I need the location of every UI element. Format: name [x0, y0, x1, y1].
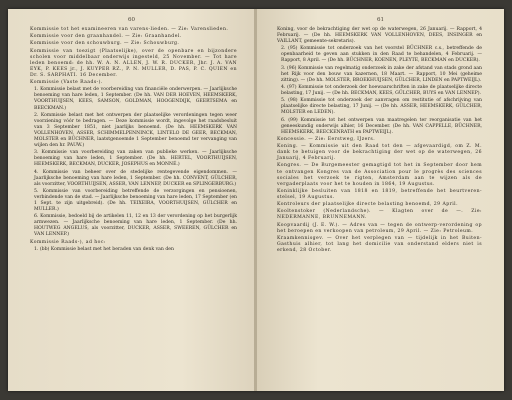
index-entry: 2. Kommissie belast met het ontwerpen der plaatselijke verordeningen tegen weer voorziening vóór te bedragen. — Deze kommissie wordt, ingevolge het raadsbesluit van 3 September 1851, niet jaarlijks benoemd. (De hh. HEEMSKERK VAN VOLLENHOVEN, ASSER, SCHIMMELPENNINCK, LINTELO DE GEER, BECKMAN, MOLSTER en BÜCHNER, laatstgenoemde 1 September benoemd ter vervanging van wijlen den hr. PAUW.) — [34, 112, 237, 148]
index-entry: Kooltenstoker (Nederlandsche). — Klagten over de —. Zie: NEDERMANNE, BRUNNEMANN. — [277, 209, 482, 221]
index-entry: Kommissie Raads-), ad hoc: — [30, 239, 106, 245]
index-entry: 3. (96) Kommissie van regelmatig onderzoek in zake der afstand van stads grond aan het Rijk voor den bouw van kazernen, 18 Maart. — Rapport, 10 Mei (geheime zitting). — (De hh. MOLSTER, BROEKHUIJSEN, GÜLCHER, LINDEN en PAPTWEIJL). — [281, 65, 482, 83]
right-page-content — [277, 27, 482, 383]
index-entry: Koninklijke besluiten van 1818 en 1819, betreffende het beurtveren-stelsel, 19 Augustus. — [277, 188, 482, 200]
index-entry: 4. Kommissie van beheer over de stedelijke rentegevende eigendommen. — Jaarlijksche benoeming van hare leden, 1 September. (De hh. CONVENT, GÜLCHER, als voorzitter, VOORTHUIJSEN, ASSER, VAN LENNEP, DUCKER en SPLINGERBURG.) — [34, 169, 237, 187]
index-entry: 6. Kommissie, bedoeld bij de artikelen 11, 12 en 13 der verordening op het burgerlijk armwezen. — Jaarlijksche benoeming van hare leden, 1 September. (De hh. HOUTWEG ANGELUS, als voorzitter, DUCKER, ASSER, SWEEREN, GÜLCHER en VAN LENNEP.) — [34, 214, 237, 238]
index-entry: Koning, voor de bekrachtiging der wet op de waterwegen, 26 Januarij. — Rapport, 4 Februarij. — (De hh. HEEMSKERK VAN VOLLENHOVEN, DEES, INSINGER en VAILLANT, gemeente-sekretaris). — [277, 27, 482, 45]
index-entry: Kontroleurs der plaatselijke directe belasting benoemd, 29 April. — [277, 202, 458, 208]
left-page-number: 60 — [128, 17, 135, 23]
index-entry: Kommissie voor den graanhandel. — Zie: Graanhandel. — [30, 34, 182, 40]
left-page — [8, 9, 255, 391]
book-spread — [8, 9, 504, 391]
index-entry: 2. (95) Kommissie tot onderzoek van het voorstel BÜCHNER c.s., betreffende de openbaarheid te geven aan stukken in den Raad te behandelen, 4 Februarij. — Rapport, 8 April. — (De hh. BÜCHNER, KOENEN, PLEYTE, BECKMAN en DUCKER). — [281, 46, 482, 64]
index-entry: Kraamkennisgev. — Over het verplegen van — tijdelijk in het Buiten-Gasthuis alhier, tot lang het domicilie van onderstand elders niet is erkend, 28 October. — [277, 235, 482, 254]
index-entry: 1. (bb) Kommissie belast met het beraden van denk van den — [34, 246, 174, 252]
index-entry: Koncessie. — Zie: Eerstweg, IJzers. — [277, 136, 376, 142]
index-entry: Kommissie van toezigt (Plaatselijke), over de openbare en bijzondere scholen voor middelbaar onderwijs ingesteld, 25 November. — Tot hare leden benoemd: de hh. W. A. N. ALLEN, J. W. R. DUCKER, Jhr. J. A. VAN EYK, P. KEES jr., J. KUYPER RZ., P. N. MULLER, D. PAS, P. C. QUIEN en Dr. S. SARPHATI. 16 December. — [30, 48, 237, 78]
right-page-number: 61 — [377, 17, 384, 23]
right-page — [257, 9, 504, 391]
left-page-content — [30, 27, 237, 383]
index-entry: 5. (98) Kommissie tot onderzoek der aanvragen om restitutie of afschrijving van plaatselijke directe belasting, 17 Junij. — (De hh. ASSER, HEEMSKERK, GÜLCHER, MOLSTER en LEDEN). — [281, 98, 482, 116]
index-entry: Kongres. — De Burgemeester gemagtigd tot het in September door hem te ontvangen Kongres van de Association pour le progrès des sciences sociales het verzoek te rigten, Amsterdam aan te wijzen als de vergaderplaats voor het te houden in 1864, 19 Augustus. — [277, 163, 482, 187]
index-entry: 5. Kommissie van voorbereiding betreffende de verzorgingen en pensioenen, verbindende van de stad. — Jaarlijksche benoeming van hare leden, 17 September (en 1 Sept. te zijn uitgebreid). (De hh. TEIXEIRA, VOORTHUIJSEN, GÜLCHER en MULLER.) — [34, 188, 237, 212]
index-entry: 1. Kommissie belast met de voorbereiding van financiële onderwerpen. — Jaarlijksche benoeming van hare leden, 1 September. (De hh. VAN DER HOEVEN, HEEMSKERK, VOORTHUIJSEN, KEES, SAMSON, GOLDMAN, HOOGENDIJK, GEERTSEMA en BEECKMAN.) — [34, 87, 237, 111]
index-entry: Koning. — Kommissie uit den Raad tot den — afgevaardigd, om Z. M. dank te betuigen voor de bekrachtiging der wet op de waterwegen, 26 Januarij, 4 Februarij. — [277, 144, 482, 162]
index-entry: 6. (99) Kommissie tot het ontwerpen van maatregelen ter reorganisatie van het geneeskundig onderwijs alhier, 16 December. (De hh. VAN CAPPELLE, BÜCHNER, HEEMSKERK, BEECKENRATH en PAPTWEIJL). — [281, 117, 482, 135]
index-entry: Kommissie voor den schouwburg. — Zie: Schouwburg. — [30, 41, 180, 47]
index-entry: 4. (97) Kommissie tot onderzoek der hoewaarschriften in zake de plaatselijke directe belasting, 17 Junij. — (De hh. BECKMAN, KEES, GÜLCHER, BUYS en VAN LENNEP). — [281, 84, 482, 97]
index-entry: Kommissie (Vaste Raads-). — [30, 80, 103, 86]
index-entry: Kommissie tot het examineeren van varens-lieden. — Zie: Varenslieden. — [30, 27, 229, 32]
index-entry: 3. Kommissie van voorbereiding van zaken van publieke werken. — Jaarlijksche benoeming van hare leden, 1 September. (De hh. HERTEL, VOORTHUIJSEN, HEEMSKERK, BECKMAN, DUCKER, JOSEPHUS en MONNÉ.) — [34, 150, 237, 168]
index-entry: Koopvaardij (J. E. W.). — Adres van — tegen de ontwerp-verordening op het beroepen en verkoopen van petroleum, 29 April. — Zie: Petroleum. — [277, 222, 482, 234]
